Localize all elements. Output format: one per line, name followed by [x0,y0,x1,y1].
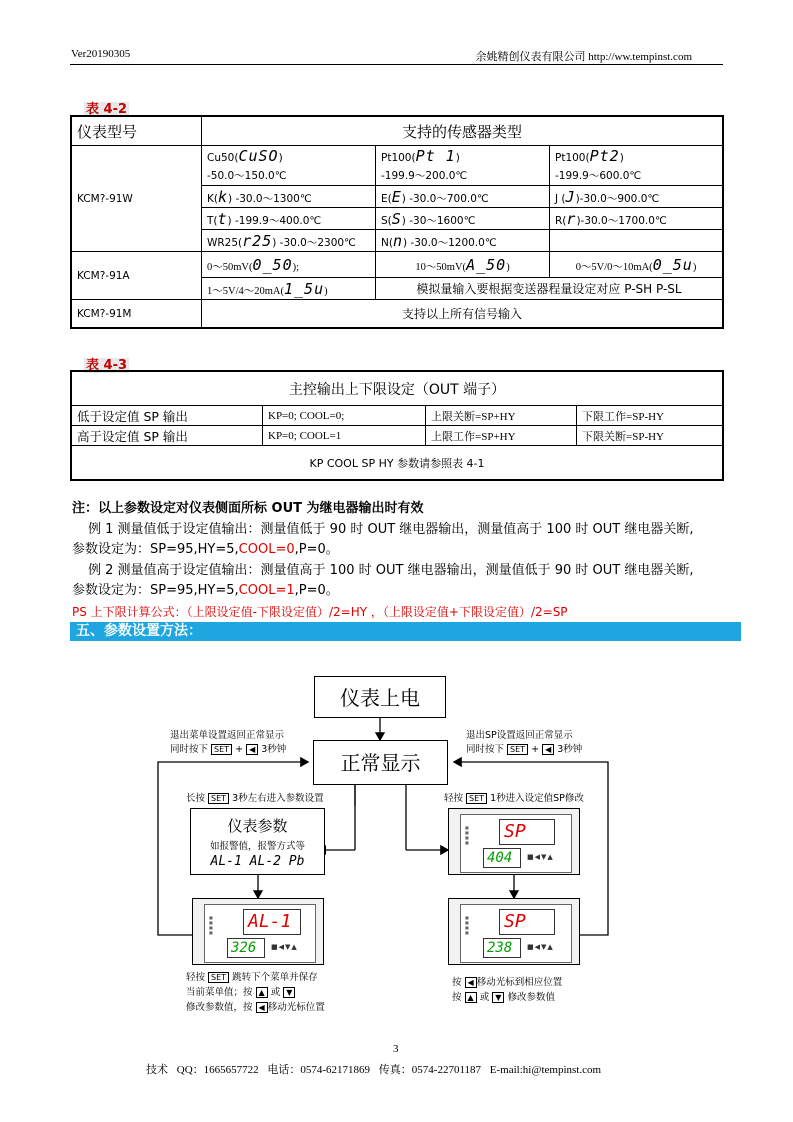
left-key-icon: ◀ [256,1002,268,1013]
param-desc: 如报警值，报警方式等 [209,841,305,852]
ps-formula: PS 上下限计算公式：（上限设定值-下限设定值）/2=HY ，（上限设定值+下限设定值）/2=SP [72,605,568,619]
row-high-label: 高于设定值 SP 输出 [72,426,263,446]
output-table-footer: KP COOL SP HY 参数请参照表 4-1 [72,446,723,480]
model-a: KCM?-91A [72,252,202,300]
row-low-label: 低于设定值 SP 输出 [72,406,263,426]
n-cell: N(n) -30.0～1200.0℃ [376,230,550,252]
note-title: 注：以上参数设定对仪表侧面所标 OUT 为继电器输出时有效 [72,501,424,516]
pt1-code: Pt 1 [415,146,456,165]
analog-note: 模拟量输入要根据变送器程量设定对应 P-SH P-SL [376,278,723,300]
set-key-icon: SET [466,793,487,804]
example2-line1: 例 2 测量值高于设定值输出：测量值高于 100 时 OUT 继电器输出，测量值低于 90 时 OUT 继电器关断, [88,563,694,578]
pt2-code: Pt2 [589,146,620,165]
set-key-icon: SET [208,793,229,804]
pt1-range: -199.9～200.0℃ [376,166,550,186]
set-key-icon: SET [507,744,528,755]
row-high-upper: 上限工作=SP+HY [426,426,577,446]
power-on-box: 仪表上电 [314,676,446,718]
cu50-code: CuSO [238,146,279,165]
company-header: 余姚精创仪表有限公司 http://ww.tempinst.com [475,51,692,63]
cu50-range: -50.0～150.0℃ [202,166,376,186]
panel-indicator-labels: ■ ■ ■ ■ [465,825,469,845]
left-key-icon: ◀ [542,744,554,755]
section-title: 五、参数设置方法： [70,622,741,641]
param-codes: AL-1 AL-2 Pb [210,854,305,869]
left-exit-note: 退出菜单设置返回正常显示 同时按下 SET + ◀ 3秒钟 [170,730,287,755]
set-key-icon: SET [211,744,232,755]
t-cell: T(t) -199.9～400.0℃ [202,208,376,230]
pt2-label: Pt100( [555,151,590,164]
up-key-icon: ▲ [256,987,268,998]
table-4-3-tag: 表 4-3 [86,358,128,373]
k-cell: K(k) -30.0～1300℃ [202,186,376,208]
down-key-icon: ▼ [492,992,504,1003]
all-signal-note: 支持以上所有信号输入 [202,300,723,328]
panel-indicator-labels: ■ ■ ■ ■ [465,915,469,935]
e-cell: E(E) -30.0～700.0℃ [376,186,550,208]
left-key-icon: ◀ [465,977,477,988]
row-high-kp: KP=0; COOL=1 [263,426,426,446]
right-hints: 按 ◀ 移动光标到相应位置 按 ▲ 或 ▼ 修改参数值 [452,977,563,1003]
panel-bottom-display: 326 [227,938,265,958]
a2-cell: 10～50mV(A_50) [376,252,550,278]
table-header-sensor: 支持的传感器类型 [202,117,723,146]
up-key-icon: ▲ [465,992,477,1003]
example2-line2: 参数设定为：SP=95,HY=5,COOL=1,P=0。 [72,583,339,598]
down-key-icon: ▼ [283,987,295,998]
panel-buttons: ■◀▼▲ [527,853,554,861]
wr25-cell: WR25(r25) -30.0～2300℃ [202,230,376,252]
row-low-kp: KP=0; COOL=0; [263,406,426,426]
panel-buttons: ■◀▼▲ [271,943,298,951]
s-cell: S(S) -30～1600℃ [376,208,550,230]
pt2-range: -199.9～600.0℃ [550,166,723,186]
left-key-icon: ◀ [246,744,258,755]
a3-cell: 0～5V/0～10mA(0_5u) [550,252,723,278]
param-title: 仪表参数 [227,817,288,835]
r-cell: R(r)-30.0～1700.0℃ [550,208,723,230]
pt1-label: Pt100( [381,151,416,164]
footer-contact: 技术 QQ：1665657722 电话：0574-62171869 传真：0574-22701187 E-mail:hi@tempinst.com [146,1064,602,1076]
set-key-icon: SET [208,972,229,983]
left-hints: 轻按 SET 跳转下个菜单并保存 当前菜单值；按 ▲ 或 ▼ 修改参数值，按 ◀ 移动光标位置 [186,972,325,1013]
version-label: Ver20190305 [71,48,131,60]
normal-display-box: 正常显示 [313,740,448,785]
output-table-title: 主控输出上下限设定（OUT 端子） [72,372,723,406]
panel-bottom-display: 238 [483,938,521,958]
j-cell: J (J)-30.0～900.0℃ [550,186,723,208]
cu50-label: Cu50( [207,151,239,164]
panel-top-display: SP [499,909,555,935]
short-press-note: 轻按 SET 1秒进入设定值SP修改 [444,793,584,804]
row-low-upper: 上限关断=SP+HY [426,406,577,426]
row-high-lower: 下限关断=SP-HY [577,426,723,446]
controller-panel-sp-edit [448,898,580,965]
panel-indicator-labels: ■ ■ ■ ■ [209,915,213,935]
table-4-2-tag: 表 4-2 [86,102,128,117]
row-low-lower: 下限工作=SP-HY [577,406,723,426]
panel-top-display: AL-1 [243,909,301,935]
panel-bottom-display: 404 [483,848,521,868]
example1-line1: 例 1 测量值低于设定值输出：测量值低于 90 时 OUT 继电器输出，测量值高于 100 时 OUT 继电器关断, [88,522,694,537]
model-w: KCM?-91W [72,146,202,252]
right-exit-note: 退出SP设置返回正常显示 同时按下 SET + ◀ 3秒钟 [466,730,583,755]
panel-buttons: ■◀▼▲ [527,943,554,951]
controller-panel-al1 [192,898,324,965]
sensor-table: 仪表型号 支持的传感器类型 KCM?-91W Cu50(CuSO) Pt100(Pt 1) Pt100(Pt2) -50.0～150.0℃ -199.9～200.0℃ -199.9～600.0℃ K(k) -30.0～1300℃ E(E) -30.0～700.0℃ J (J)-30.0～900.0℃ T(t) -199.9～400.0℃ S(S) -30～1600℃ R(r)-30.0～1700.0℃ WR25(r25) -30.0～2300℃ N(n) -30.0～1200.0℃ KCM?-91A 0～50mV(0_50); 10～50mV(A_50) 0～5V/0～10mA(0_5u) 1～5V/4～20mA(1_5u) 模拟量输入要根据变送器程量设定对应 P-SH P-SL KCM?-91M 支持以上所有信号输入 [71,116,723,328]
a1-cell: 0～50mV(0_50); [202,252,376,278]
long-press-note: 长按 SET 3秒左右进入参数设置 [186,793,324,804]
table-header-model: 仪表型号 [72,117,202,146]
page-number: 3 [393,1043,399,1055]
controller-panel-sp [448,808,580,875]
param-box [190,808,325,875]
example1-line2: 参数设定为：SP=95,HY=5,COOL=0,P=0。 [72,542,339,557]
model-m: KCM?-91M [72,300,202,328]
a4-cell: 1～5V/4～20mA(1_5u) [202,278,376,300]
panel-top-display: SP [499,819,555,845]
